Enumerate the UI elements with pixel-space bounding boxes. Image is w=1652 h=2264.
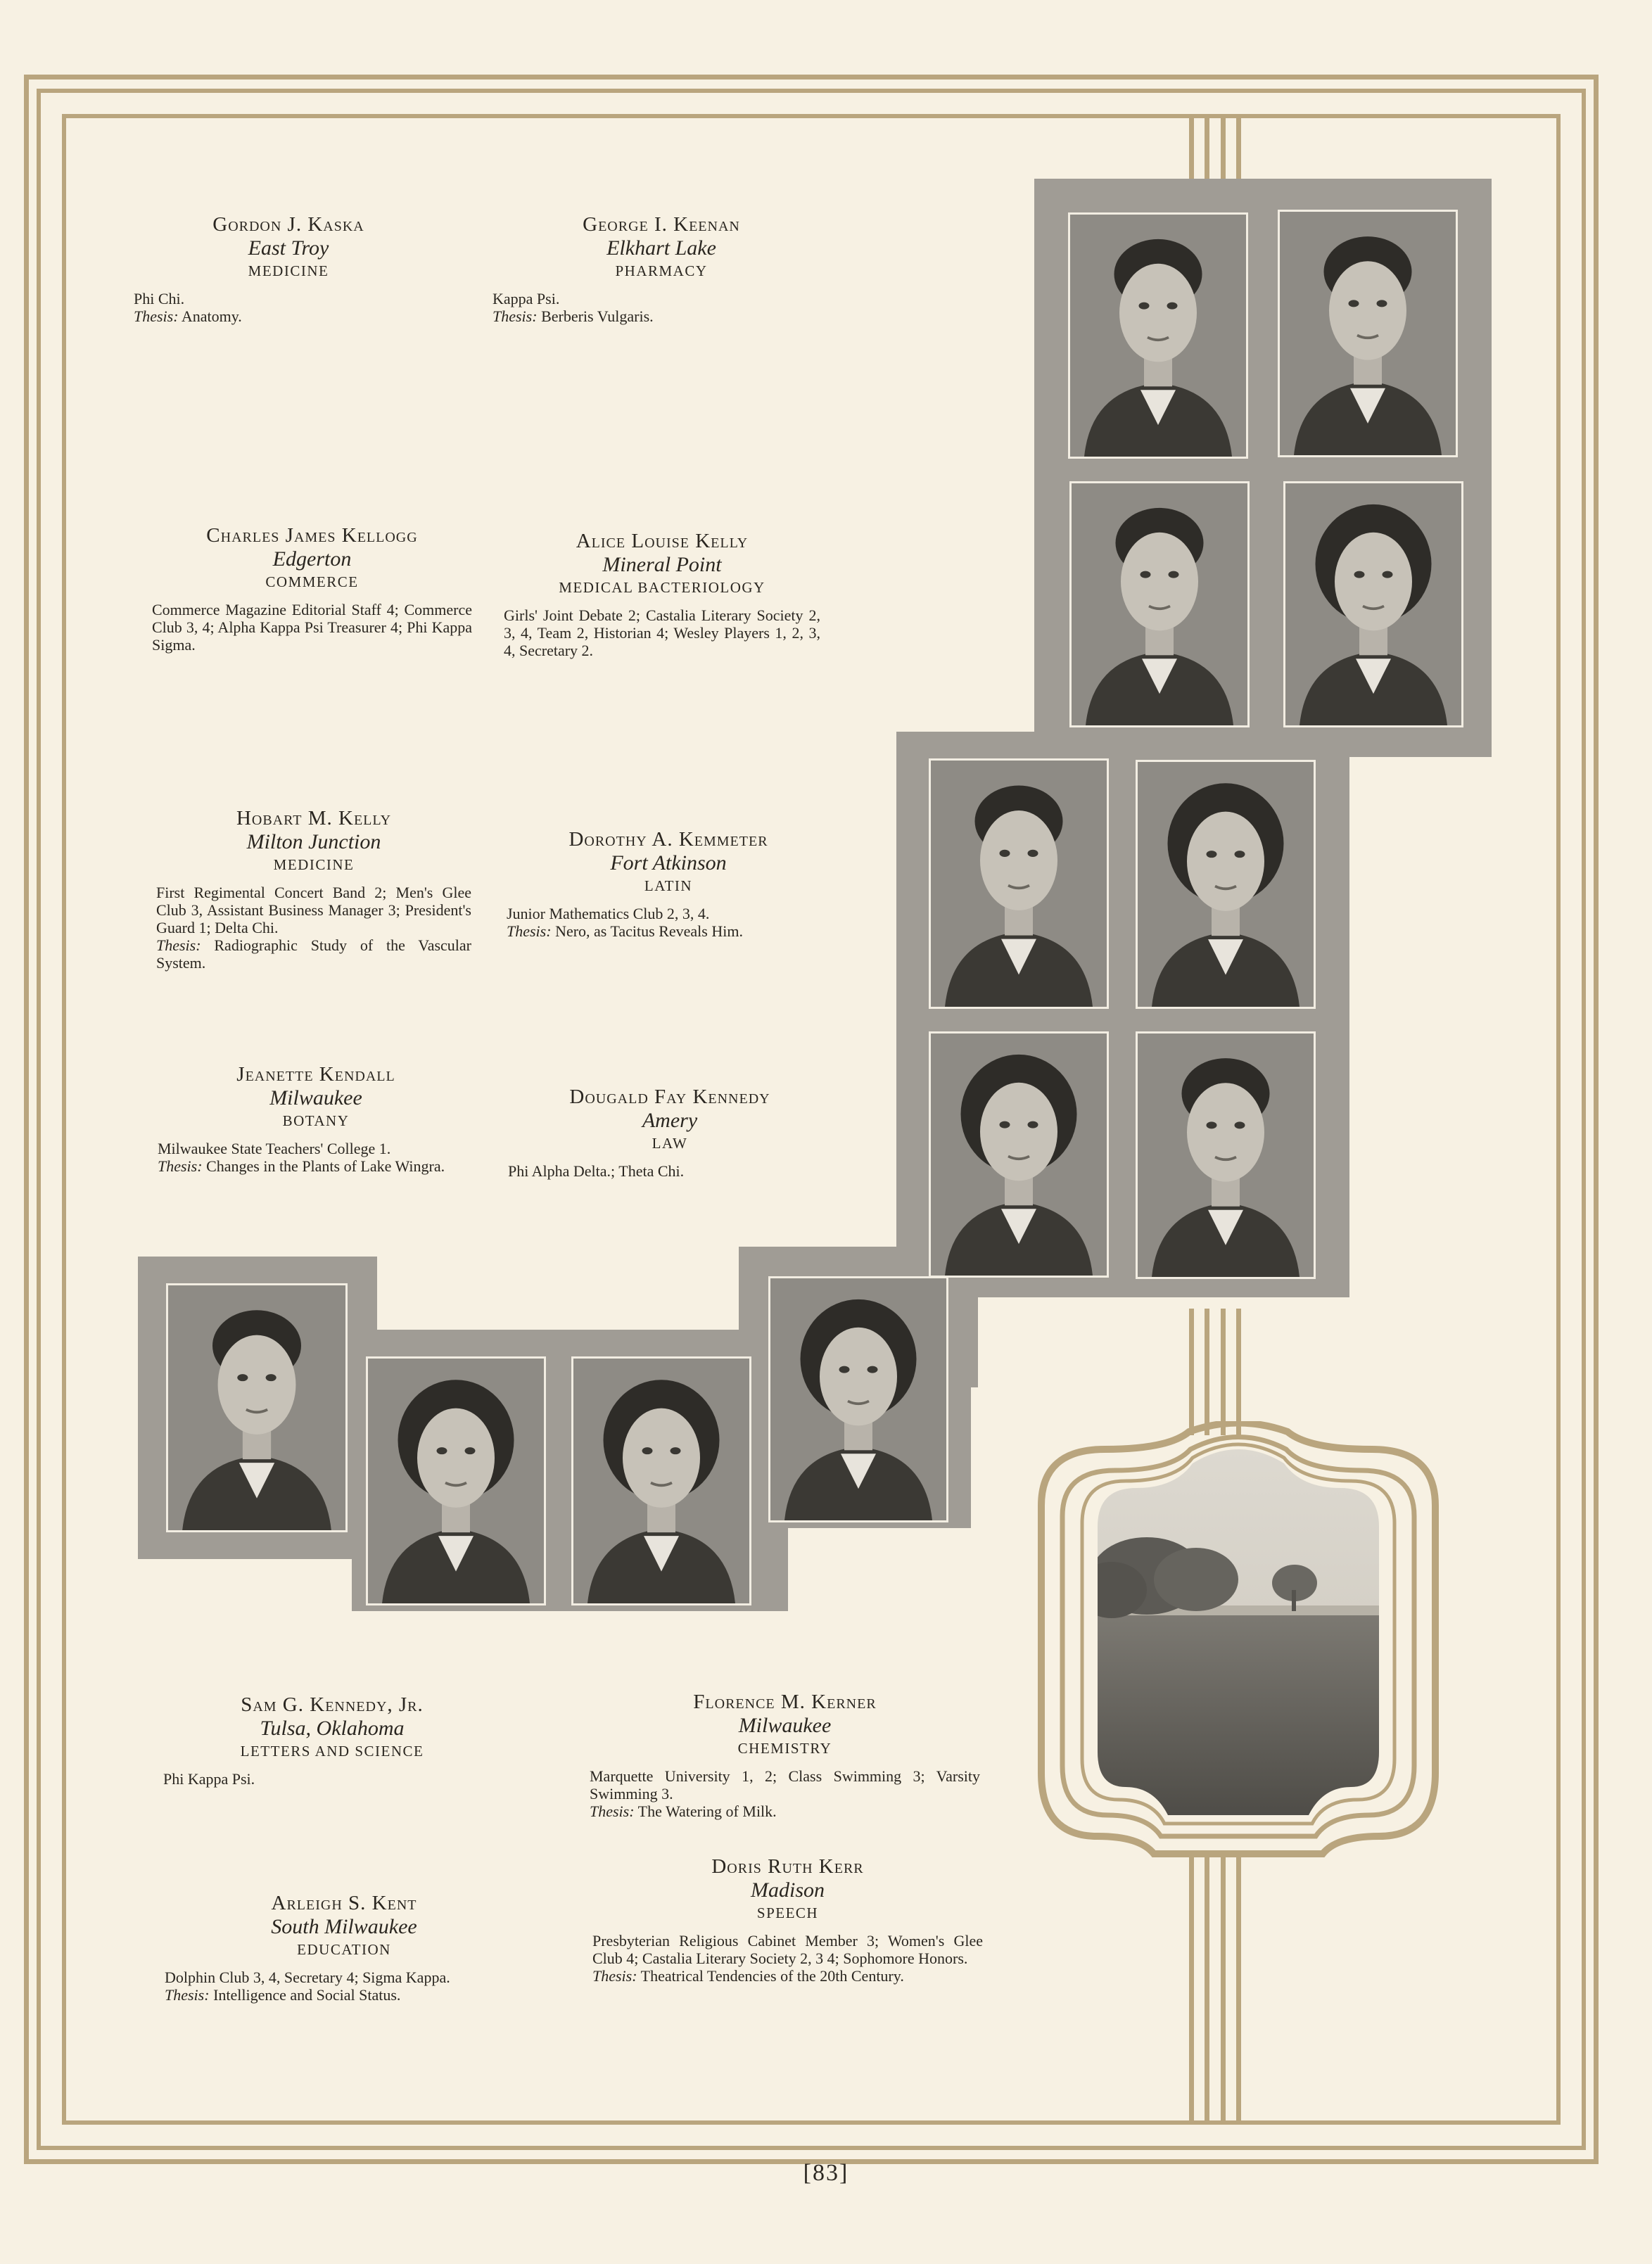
portrait-photo: [166, 1283, 348, 1532]
student-department: MEDICINE: [273, 856, 355, 873]
student-town: Madison: [751, 1878, 825, 1902]
thesis-title: Radiographic Study of the Vascular System.: [156, 936, 472, 972]
student-name: Dougald Fay Kennedy: [569, 1086, 770, 1108]
student-activities: Phi Kappa Psi.: [163, 1770, 255, 1788]
student-name: Alice Louise Kelly: [576, 530, 749, 552]
student-department: EDUCATION: [297, 1941, 391, 1958]
portrait-photo: [1068, 212, 1248, 459]
entry-kellogg: [152, 523, 472, 654]
student-department: PHARMACY: [615, 262, 708, 279]
student-activities: First Regimental Concert Band 2; Men's Glee Club 3, Assistant Business Manager 3; President's Guard 1; Delta Chi.: [156, 884, 471, 936]
student-department: LATIN: [644, 877, 693, 894]
student-activities: Marquette University 1, 2; Class Swimming 3; Varsity Swimming 3.: [590, 1767, 980, 1802]
portrait-photo: [1069, 481, 1250, 727]
student-activities: Kappa Psi.: [493, 290, 560, 307]
entry-kent: [165, 1891, 523, 2004]
thesis-label: Thesis:: [165, 1986, 210, 2004]
student-town: Mineral Point: [602, 553, 722, 576]
student-town: Milwaukee: [269, 1086, 362, 1109]
entry-alice-kelly: [504, 529, 820, 659]
student-name: Arleigh S. Kent: [271, 1892, 417, 1914]
thesis-label: Thesis:: [592, 1967, 637, 1985]
thesis-label: Thesis:: [156, 936, 201, 954]
student-department: CHEMISTRY: [737, 1740, 832, 1757]
student-name: Hobart M. Kelly: [236, 807, 392, 829]
thesis-label: Thesis:: [590, 1802, 635, 1820]
thesis-label: Thesis:: [493, 307, 538, 325]
student-department: MEDICINE: [248, 262, 329, 279]
student-town: Milton Junction: [246, 830, 381, 853]
student-department: SPEECH: [756, 1904, 819, 1921]
thesis-title: Changes in the Plants of Lake Wingra.: [206, 1157, 445, 1175]
entry-kemmeter: [507, 827, 830, 940]
thesis-label: Thesis:: [507, 922, 552, 940]
student-department: BOTANY: [282, 1112, 350, 1129]
student-activities: Milwaukee State Teachers' College 1.: [158, 1140, 391, 1157]
thesis-title: Intelligence and Social Status.: [213, 1986, 401, 2004]
student-town: Elkhart Lake: [606, 236, 716, 260]
student-activities: Commerce Magazine Editorial Staff 4; Commerce Club 3, 4; Alpha Kappa Psi Treasurer 4; Phi Kappa Sigma.: [152, 601, 472, 654]
student-activities: Presbyterian Religious Cabinet Member 3; Women's Glee Club 4; Castalia Literary Society 2, 3 4; Sophomore Honors.: [592, 1932, 983, 1967]
student-department: LETTERS AND SCIENCE: [240, 1743, 424, 1760]
landscape-medallion: [999, 1421, 1478, 1857]
entry-kerner: [590, 1690, 980, 1820]
portrait-photo: [366, 1356, 546, 1605]
student-town: East Troy: [248, 236, 329, 260]
portrait-photo: [571, 1356, 751, 1605]
portrait-photo: [768, 1276, 948, 1522]
student-name: Jeanette Kendall: [236, 1063, 395, 1086]
entry-kerr: [592, 1855, 983, 1985]
student-town: Edgerton: [272, 547, 352, 571]
entry-keenan: [493, 212, 830, 325]
entry-sam-kennedy: [163, 1693, 501, 1788]
entry-dougald-kennedy: [508, 1085, 832, 1180]
thesis-title: Anatomy.: [181, 307, 242, 325]
portrait-photo: [929, 758, 1109, 1009]
thesis-title: Nero, as Tacitus Reveals Him.: [555, 922, 743, 940]
student-name: Doris Ruth Kerr: [711, 1855, 864, 1878]
portrait-photo: [1278, 210, 1458, 457]
student-town: Tulsa, Oklahoma: [260, 1717, 405, 1740]
student-name: George I. Keenan: [583, 213, 740, 236]
entry-hobart-kelly: [156, 806, 471, 972]
entry-kaska: [134, 212, 443, 325]
student-town: Amery: [642, 1109, 698, 1132]
student-activities: Phi Chi.: [134, 290, 185, 307]
student-department: MEDICAL BACTERIOLOGY: [559, 579, 765, 596]
thesis-label: Thesis:: [158, 1157, 203, 1175]
student-name: Gordon J. Kaska: [212, 213, 364, 236]
portrait-photo: [1283, 481, 1463, 727]
thesis-label: Thesis:: [134, 307, 179, 325]
student-name: Florence M. Kerner: [693, 1691, 877, 1713]
student-town: Milwaukee: [738, 1714, 832, 1737]
thesis-title: The Watering of Milk.: [637, 1802, 777, 1820]
portrait-photo: [929, 1031, 1109, 1278]
thesis-title: Theatrical Tendencies of the 20th Century.: [640, 1967, 904, 1985]
student-activities: Junior Mathematics Club 2, 3, 4.: [507, 905, 710, 922]
student-name: Dorothy A. Kemmeter: [568, 828, 768, 851]
entry-kendall: [158, 1062, 474, 1175]
student-department: LAW: [652, 1135, 688, 1152]
student-name: Sam G. Kennedy, Jr.: [241, 1693, 424, 1716]
student-name: Charles James Kellogg: [206, 524, 418, 547]
thesis-title: Berberis Vulgaris.: [541, 307, 654, 325]
student-department: COMMERCE: [265, 573, 359, 590]
portrait-photo: [1136, 1031, 1316, 1279]
student-activities: Girls' Joint Debate 2; Castalia Literary Society 2, 3, 4, Team 2, Historian 4; Wesley Players 1, 2, 3, 4, Secretary 2.: [504, 606, 820, 659]
student-town: South Milwaukee: [271, 1915, 417, 1938]
decorative-bars-bottom: [1189, 1850, 1241, 2125]
decorative-bars-middle: [1189, 1309, 1241, 1435]
portrait-photo: [1136, 760, 1316, 1009]
student-activities: Phi Alpha Delta.; Theta Chi.: [508, 1162, 685, 1180]
student-town: Fort Atkinson: [610, 851, 727, 875]
decorative-bars-top: [1189, 118, 1241, 183]
page-number: [83]: [803, 2160, 849, 2186]
student-activities: Dolphin Club 3, 4, Secretary 4; Sigma Kappa.: [165, 1969, 450, 1986]
